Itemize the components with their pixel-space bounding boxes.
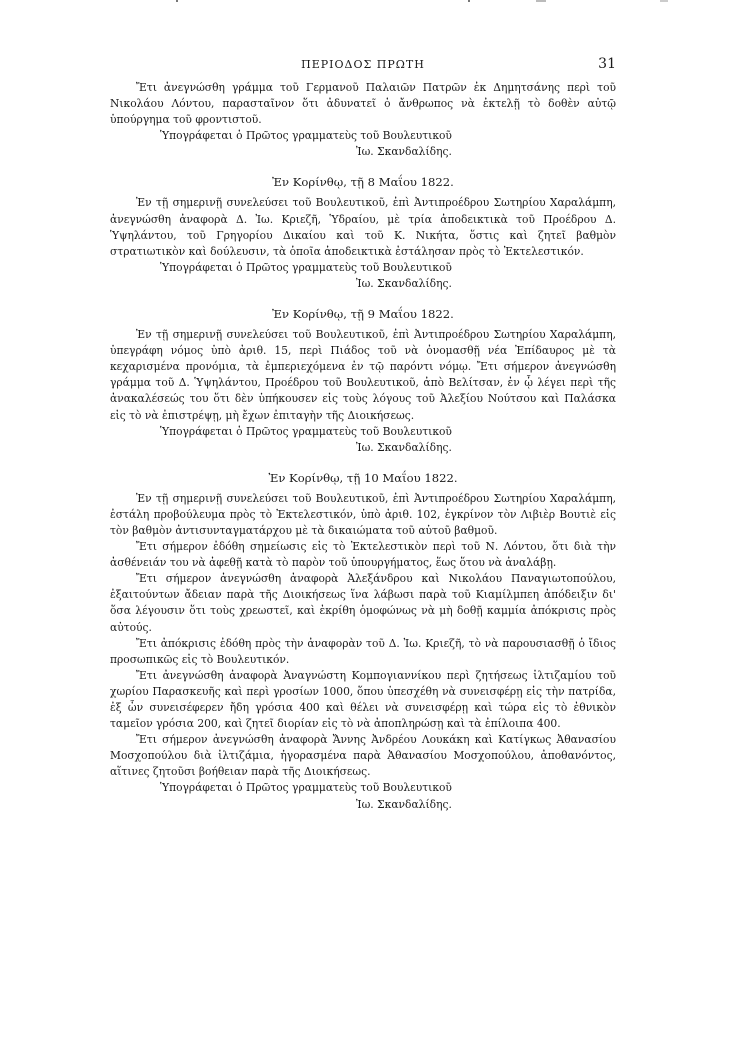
page-number: 31 (598, 56, 616, 72)
entry-10-may-paragraph-2: Ἔτι σήμερον ἐδόθη σημείωσις εἰς τὸ Ἐκτελεστικὸν περὶ τοῦ Ν. Λόντου, ὅτι διὰ τὴν ἀσθένειάν του νὰ ἀφεθῇ κατὰ τὸ παρὸν τοῦ ὑπουργήματος, ἕως ὅτου νὰ ἀναλάβῃ. (110, 540, 616, 570)
entry-10-may-paragraph-3: Ἔτι σήμερον ἀνεγνώσθη ἀναφορὰ Ἀλεξάνδρου καὶ Νικολάου Παναγιωτοπούλου, ἐξαιτούντων ἄδειαν παρὰ τῆς Διοικήσεως ἵνα λάβωσι παρὰ τοῦ Κιαμίλμπεη ἀπόδειξιν δι' ὅσα λέγουσιν ὅτι τοὺς χρεωστεῖ, καὶ ἐκρίθη ὁμοφώνως νὰ μὴ δοθῇ καμμία ἀπόκρισις πρὸς αὐτούς. (110, 572, 616, 634)
intro-paragraph: Ἔτι ἀνεγνώσθη γράμμα τοῦ Γερμανοῦ Παλαιῶν Πατρῶν ἐκ Δημητσάνης περὶ τοῦ Νικολάου Λόντου, παρασταῖνον ὅτι ἀδυνατεῖ ὁ ἄνθρωπος νὰ ἐκτελῇ τὸ δοθὲν αὐτῷ ὑπούργημα τοῦ φροντιστοῦ. (110, 81, 616, 127)
scan-top-edge (0, 0, 744, 3)
signature-line-2: Ἰω. Σκανδαλίδης. (356, 145, 452, 159)
document-page (110, 58, 616, 813)
signature-line-1: Ὑπογράφεται ὁ Πρῶτος γραμματεὺς τοῦ Βουλευτικοῦ (160, 781, 452, 795)
entry-10-may-paragraph-1: Ἐν τῇ σημερινῇ συνελεύσει τοῦ Βουλευτικοῦ, ἐπὶ Ἀντιπροέδρου Σωτηρίου Χαραλάμπη, ἐστάλη προβούλευμα πρὸς τὸ Ἐκτελεστικόν, ὑπὸ ἀριθ. 102, ἐγκρίνον τὸν Λιβιὲρ Βουτιὲ εἰς τὸν βαθμὸν ἀντισυνταγματάρχου μὲ τὰ δικαιώματα τοῦ αὐτοῦ βαθμοῦ. (110, 491, 616, 537)
running-header (110, 58, 616, 80)
signature-line-2: Ἰω. Σκανδαλίδης. (356, 276, 452, 290)
entry-date-9-may: Ἐν Κορίνθῳ, τῇ 9 Μαΐου 1822. (272, 307, 454, 322)
signature-line-1: Ὑπογράφεται ὁ Πρῶτος γραμματεὺς τοῦ Βουλευτικοῦ (160, 129, 452, 143)
entry-10-may-paragraph-4: Ἔτι ἀπόκρισις ἐδόθη πρὸς τὴν ἀναφορὰν τοῦ Δ. Ἰω. Κριεζῆ, τὸ νὰ παρουσιασθῇ ὁ ἴδιος προσωπικῶς εἰς τὸ Βουλευτικόν. (110, 636, 616, 666)
entry-10-may-paragraph-6: Ἔτι σήμερον ἀνεγνώσθη ἀναφορὰ Ἄννης Ἀνδρέου Λουκάκη καὶ Κατίγκως Ἀθανασίου Μοσχοπούλου διὰ ἰλτιζάμια, ἠγορασμένα παρὰ Ἀθανασίου Μοσχοπούλου, ἀποθανόντος, αἵτινες ζητοῦσι βοήθειαν παρὰ τῆς Διοικήσεως. (110, 733, 616, 779)
signature-line-1: Ὑπογράφεται ὁ Πρῶτος γραμματεὺς τοῦ Βουλευτικοῦ (160, 260, 452, 274)
signature-line-2: Ἰω. Σκανδαλίδης. (356, 797, 452, 811)
entry-date-10-may: Ἐν Κορίνθῳ, τῇ 10 Μαΐου 1822. (268, 470, 458, 485)
header-title: ΠΕΡΙΟΔΟΣ ΠΡΩΤΗ (301, 58, 425, 71)
entry-10-may-paragraph-5: Ἔτι ἀνεγνώσθη ἀναφορὰ Ἀναγνώστη Κομπογιαννίκου περὶ ζητήσεως ἰλτιζαμίου τοῦ χωρίου Παρασκευῆς καὶ περὶ γροσίων 1000, ὅπου ὑπεσχέθη νὰ συνεισφέρῃ εἰς τὴν πατρίδα, ἐξ ὧν συνεισέφερεν ἤδη γρόσια 400 καὶ θέλει νὰ συνεισφέρῃ καὶ τώρα εἰς τὸ ἐθνικὸν ταμεῖον γρόσια 200, καὶ ζητεῖ διορίαν εἰς τὸ νὰ ἀποπληρώσῃ καὶ τὰ ἐπίλοιπα 400. (110, 668, 616, 731)
entry-8-may-paragraph: Ἐν τῇ σημερινῇ συνελεύσει τοῦ Βουλευτικοῦ, ἐπὶ Ἀντιπροέδρου Σωτηρίου Χαραλάμπη, ἀνεγνώσθη ἀναφορὰ Δ. Ἰω. Κριεζῆ, Ὑδραίου, μὲ τρία ἀποδεικτικὰ τοῦ Προέδρου Δ. Ὑψηλάντου, τοῦ Γρηγορίου Δικαίου καὶ τοῦ Κ. Νικήτα, ὅστις καὶ ζητεῖ βαθμὸν στρατιωτικὸν καὶ δούλευσιν, τὰ ὁποῖα ἀποδεικτικὰ ἐστάλησαν πρὸς τὸ Ἐκτελεστικόν. (110, 196, 616, 258)
entry-9-may-paragraph: Ἐν τῇ σημερινῇ συνελεύσει τοῦ Βουλευτικοῦ, ἐπὶ Ἀντιπροέδρου Σωτηρίου Χαραλάμπη, ὑπεγράφη νόμος ὑπὸ ἀριθ. 15, περὶ Πιάδος τοῦ νὰ ὀνομασθῇ νέα Ἐπίδαυρος μὲ τὰ κεχαρισμένα προνόμια, τὰ ἐμπεριεχόμενα ἐν τῷ παρόντι νόμῳ. Ἔτι σήμερον ἀνεγνώσθη γράμμα τοῦ Δ. Ὑψηλάντου, Προέδρου τοῦ Βουλευτικοῦ, ἀπὸ Βελίτσαν, ἐν ᾧ λέγει περὶ τῆς ἀνακαλέσεώς του ὅτι δὲν ὑπήκουσεν εἰς τοὺς λόγους τοῦ Ἀλεξίου Νούτσου καὶ Παλάσκα εἰς τὸ νὰ ἐπιστρέψῃ, μὴ ἔχων ἐπιταγὴν τῆς Διοικήσεως. (110, 328, 616, 422)
entry-date-8-may: Ἐν Κορίνθῳ, τῇ 8 Μαΐου 1822. (272, 175, 454, 190)
signature-line-1: Ὑπογράφεται ὁ Πρῶτος γραμματεὺς τοῦ Βουλευτικοῦ (160, 424, 452, 438)
signature-line-2: Ἰω. Σκανδαλίδης. (356, 440, 452, 454)
